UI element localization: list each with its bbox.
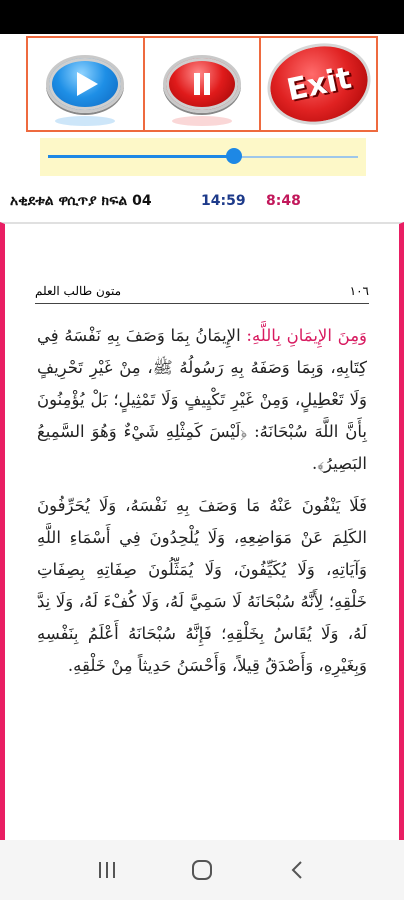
seek-progress <box>48 155 234 158</box>
play-button[interactable] <box>28 38 145 130</box>
exit-button[interactable] <box>261 38 376 130</box>
pause-icon <box>163 55 241 113</box>
paragraph-2: فَلَا يَنْفُونَ عَنْهُ مَا وَصَفَ بِهِ نَفْسَهُ، وَلَا يُحَرِّفُونَ الكَلِمَ عَنْ مَوَاضِعِهِ، وَلَا يُلْحِدُونَ فِي أَسْمَاءِ اللَّهِ وَآيَاتِهِ، وَلَا يُكَيِّفُونَ، وَلَا يُمَثِّلُونَ صِفَاتِهِ بِصِفَاتِ خَلْقِهِ؛ لِأَنَّهُ سُبْحَانَهُ لَا سَمِيَّ لَهُ، وَلَا كُفْءَ لَهُ، وَلَا نِدَّ لَهُ، وَلَا يُقَاسُ بِخَلْقِهِ؛ فَإِنَّهُ سُبْحَانَهُ أَعْلَمُ بِنَفْسِهِ وَبِغَيْرِهِ، وَأَصْدَقُ قِيلاً، وَأَحْسَنُ حَدِيثاً مِنْ خَلْقِهِ. <box>37 496 367 675</box>
section-heading: وَمِنَ الإِيمَانِ بِاللَّهِ: <box>246 326 367 345</box>
home-button[interactable] <box>188 856 216 884</box>
play-reflection <box>55 116 115 126</box>
page-number: ١٠٦ <box>349 284 369 298</box>
back-icon <box>288 859 306 881</box>
elapsed-time: 14:59 <box>201 193 246 209</box>
exit-badge <box>259 34 377 134</box>
track-title: አቂደቱል ዋሲጥያ ክፍል 04 <box>10 193 152 209</box>
play-icon <box>46 55 124 113</box>
track-info <box>0 186 404 216</box>
exit-label: Exit <box>283 60 354 108</box>
pause-button[interactable] <box>145 38 262 130</box>
book-page[interactable] <box>0 222 404 840</box>
seek-slider-container <box>40 138 366 176</box>
seek-thumb[interactable] <box>226 148 242 164</box>
page-body <box>37 320 367 692</box>
recents-icon <box>96 860 118 880</box>
book-name: متون طالب العلم <box>35 284 122 298</box>
back-button[interactable] <box>283 856 311 884</box>
player-controls <box>26 36 378 132</box>
status-bar <box>0 0 404 34</box>
page-header <box>35 282 369 304</box>
system-nav-bar <box>0 840 404 900</box>
paragraph-1 <box>37 320 367 480</box>
home-icon <box>190 858 214 882</box>
pause-reflection <box>172 116 232 126</box>
recents-button[interactable] <box>93 856 121 884</box>
duration-time: 8:48 <box>266 193 301 209</box>
paragraph-1-text: الإِيمَانُ بِمَا وَصَفَ بِهِ نَفْسَهُ فِي كِتَابِهِ، وَبِمَا وَصَفَهُ بِهِ رَسُولُهُ ﷺ، مِنْ غَيْرِ تَحْرِيفٍ وَلَا تَعْطِيلٍ، وَمِنْ غَيْرِ تَكْيِيفٍ وَلَا تَمْثِيلٍ؛ بَلْ يُؤْمِنُونَ بِأَنَّ اللَّهَ سُبْحَانَهُ: ﴿لَيْسَ كَمِثْلِهِ شَيْءٌ وَهُوَ السَّمِيعُ البَصِيرُ﴾. <box>37 326 367 473</box>
